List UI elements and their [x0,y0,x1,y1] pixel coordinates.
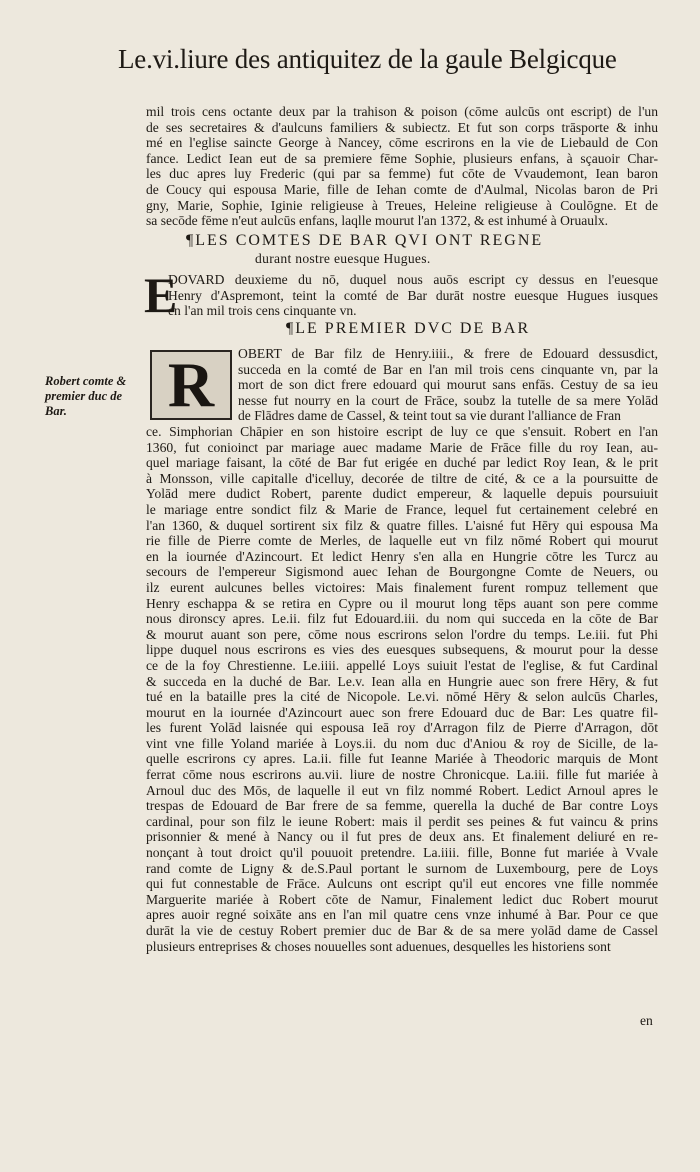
text-line: OBERT de Bar filz de Henry.iiii., & frere de Edouard dessusdict, [238,346,658,361]
text-line: fance. Ledict Iean eut de sa premiere fēme Sophie, plusieurs enfans, à sçauoir Char- [146,150,658,166]
text-line: quel mariage faisant, la cōté de Bar fut erigée en duché par ledict Roy Iean, & le prit [146,455,658,471]
text-line: cardinal, pour son filz le ieune Robert: mais il perdit ses peines & fut vaincu & prins [146,813,658,829]
margin-note-line: Robert comte & [45,374,127,388]
margin-note-line: Bar. [45,404,67,418]
text-line: Yolād mere dudict Robert, parente dudict empereur, & laquelle depuis poursuiuit [146,486,658,502]
text-line: & succeda en la duché de Bar. Le.v. Iean alla en Hungrie auec son frere Hēry, & fut [146,673,658,689]
robert-paragraph-opening [238,346,658,424]
margin-note [45,374,145,419]
text-line: ce. Simphorian Chāpier en son histoire escript de luy ce que s'ensuit. Robert en l'an [146,424,658,439]
text-line: rand comte de Ligny & de.S.Paul portant le surnom de Luxembourg, pere de Loys [146,860,658,876]
drop-capital-e: E [144,267,178,323]
intro-paragraph [146,104,658,229]
text-line: les furent Yolād laisnée qui espousa Ieā roy d'Arragon filz de Pierre d'Arragon, dōt [146,720,658,736]
running-header: Le.vi.liure des antiquitez de la gaule Belgicque [118,44,617,74]
text-line: mourut en la iournée d'Azincourt auec son frere Edouard duc de Bar: Les quatre fil- [146,704,658,720]
text-line: gny, Marie, Sophie, Iginie religieuse à Treues, Heleine religieuse à Coulōgne. Et de [146,197,658,213]
historiated-initial-r [150,350,232,420]
text-line: tué en la bataille pres la cité de Nicopole. Le.vi. nōmé Hēry & selon aulcūs Charles, [146,689,658,705]
text-line: de Flādres dame de Cassel, & teint tout sa vie durant l'alliance de Fran [238,408,621,424]
text-line: sa secōde fēme n'eut aulcūs enfans, laqlle mourut l'an 1372, & est inhumé à Oruaulx. [146,213,609,229]
initial-letter: R [167,349,215,420]
section-subheading-comtes: durant nostre euesque Hugues. [255,251,431,266]
text-line: nous dironscy apres. Le.ii. filz fut Edouard.iii. du nom qui succeda en la cōte de Bar [146,611,658,627]
text-line: DOVARD deuxieme du nō, duquel nous auōs escript cy dessus en l'euesque [168,272,658,287]
margin-note-line: premier duc de [45,389,123,403]
text-line: ilz eurent aulcunes belles victoires: Mais finalement furent rompuz tellement que [146,579,658,595]
text-line: secours de l'empereur Sigismond auec Iehan de Bourgongne Comte de Neuers, ou [146,564,658,580]
robert-paragraph [146,424,658,954]
text-line: Henry eschappa & se retira en Cypre ou il mourut long tēps auant son pere comme [146,595,658,611]
text-line: mé en l'eglise saincte George à Nancey, cōme escrirons en la vie de Liebauld de Con [146,135,658,151]
text-line: durāt la vie de cestuy Robert premier duc de Bar & de sa mere yolād dame de Cassel [146,923,658,938]
catchword: en [640,1013,653,1028]
edouard-paragraph [168,272,658,319]
text-line: plusieurs entreprises & choses nouuelles sont aduenues, desquelles les historiens sont [146,938,611,954]
text-line: ce de la foy Chrestienne. Le.iiii. appellé Loys suiuit l'estat de l'eglise, & fut Cardinal [146,657,658,673]
text-line: ferrat cōme nous escrirons au.vii. liure de nostre Chronicque. La.iii. fille fut mariée à [146,767,658,783]
text-line: lippe duquel nous escrirons es vies des euesques subsequens, & mourut pour la desse [146,642,658,658]
text-line: de Coucy qui espousa Marie, fille de Iehan comte de d'Aulmal, Nicolas baron de Pri [146,181,658,197]
text-line: de ses secretaires & d'aulcuns familiers & subiectz. Et fut son corps trāsporte & inhu [146,119,658,135]
text-line: en l'an mil trois cens cinquante vn. [168,303,357,319]
text-line: & mourut auant son pere, cōme nous escrirons selon l'ordre du temps. Le.iii. fut Phi [146,626,658,642]
text-line: les duc apres luy Frederic (qui par sa femme) fut cōte de Vvaudemont, Iean baron [146,166,658,182]
text-line: en la iournée d'Azincourt. Et ledict Henry s'en alla en Hungrie cōtre les Turcz au [146,548,658,564]
text-line: rie fille de Pierre comte de Merles, de laquelle eut vn filz nōmé Robert qui mourut [146,533,658,549]
text-line: le mariage entre sondict filz & Marie de France, lequel fut certainement celebré en [146,501,658,517]
text-line: mort de son dict frere edouard qui mourut sans enfās. Cestuy de sa ieu [238,377,658,393]
text-line: succeda en la comté de Bar en l'an mil trois cens cinquante vn, par la [238,361,658,377]
text-line: mil trois cens octante deux par la trahison & poison (cōme aulcūs ont escript) de l'un [146,104,658,119]
text-line: l'an 1360, & duquel sortirent six filz & quatre filles. L'aisné fut Hēry qui espousa Ma [146,517,658,533]
text-line: prisonnier & mené à Nancy ou il fut pres de deux ans. Et finalement deliuré en re- [146,829,658,845]
text-line: quelle escrirons cy apres. La.ii. fille fut Ieanne Mariée à Theodoric marquis de Mont [146,751,658,767]
text-line: Henry d'Aspremont, teint la comté de Bar durāt nostre euesque Hugues iusques [168,287,658,303]
text-line: nonçant à tout droict qu'il pouuoit pretendre. La.iiii. fille, Bonne fut mariée à Vvale [146,845,658,861]
section-heading-duc: ¶LE PREMIER DVC DE BAR [286,320,531,337]
text-line: nesse fut nourry en la court de Frāce, soubz la tutelle de sa mere Yolād [238,392,658,408]
section-heading-comtes: ¶LES COMTES DE BAR QVI ONT REGNE [186,232,544,249]
text-line: qui fut connestable de Frāce. Aulcuns ont escript qu'il eut encores vne fille nommée [146,876,658,892]
text-line: vint vne fille Yoland mariée à Loys.ii. du nom duc d'Aniou & roy de Sicille, de la- [146,735,658,751]
text-line: 1360, fut conioinct par mariage auec madame Marie de Frāce fille du roy Iean, au- [146,439,658,455]
text-line: trespas de Edouard de Bar frere de sa femme, querella la duché de Bar contre Loys [146,798,658,814]
text-line: à Monsson, ville capitalle d'icelluy, decorée de tiltre de cité, & ce a la poursuitte de [146,470,658,486]
text-line: apres auoir regné soixāte ans en l'an mil quatre cens vnze inhumé à Bar. Pour ce que [146,907,658,923]
text-line: Arnoul duc des Mōs, de laquelle il eut vn filz nommé Robert. Ledict Arnoul apres le [146,782,658,798]
text-line: Marguerite mariée à Robert cōte de Namur, Finalement ledict duc Robert mourut [146,891,658,907]
